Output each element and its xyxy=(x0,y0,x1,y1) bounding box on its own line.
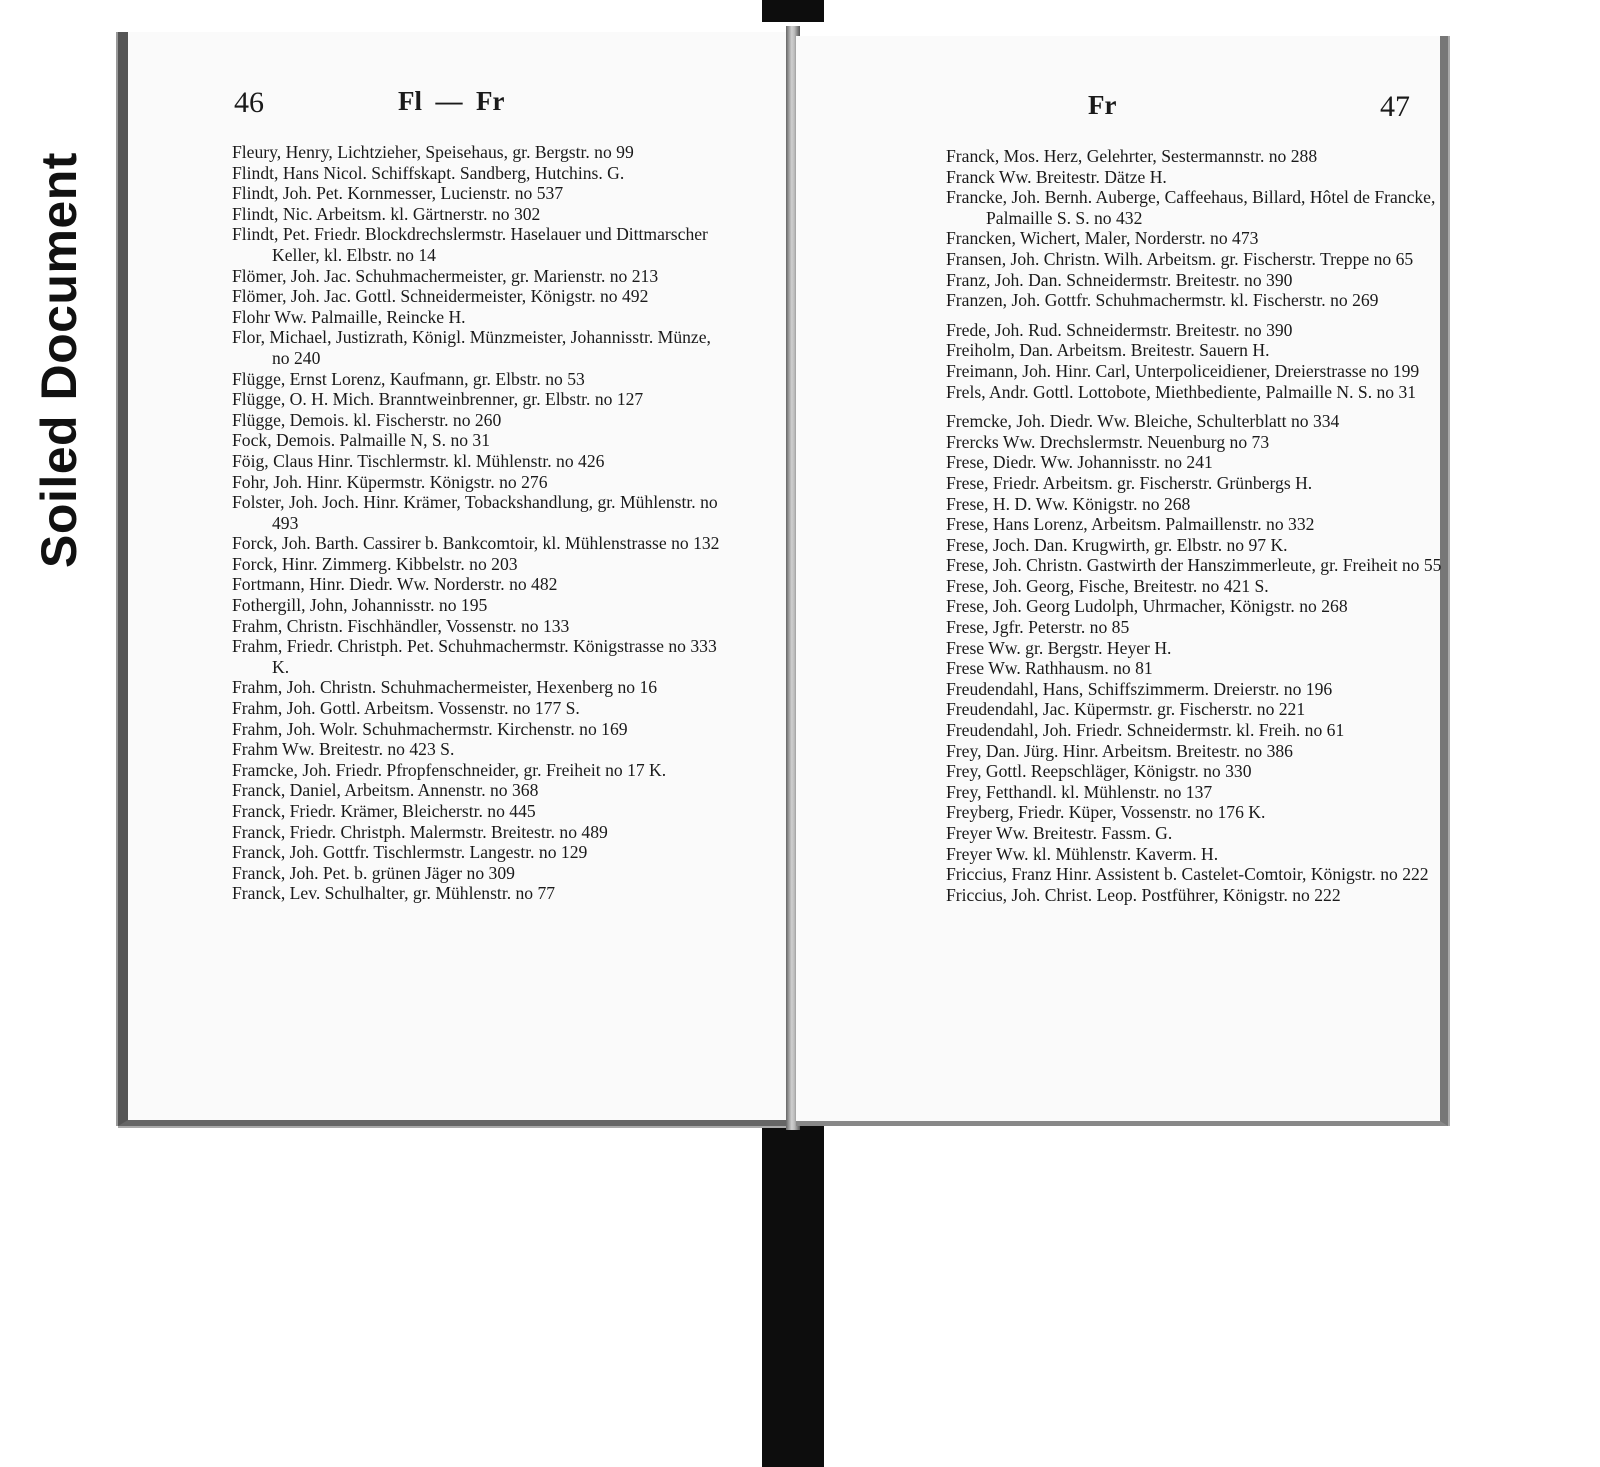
directory-entry: Flor, Michael, Justizrath, Königl. Münzmeister, Johannisstr. Münze, no 240 xyxy=(232,327,711,368)
directory-entry: Frese Ww. gr. Bergstr. Heyer H. xyxy=(946,637,1172,658)
directory-entry: Frese, Joch. Dan. Krugwirth, gr. Elbstr. no 97 K. xyxy=(946,534,1288,555)
directory-entry: Friccius, Joh. Christ. Leop. Postführer, Königstr. no 222 xyxy=(946,884,1341,905)
directory-entry: Franz, Joh. Dan. Schneidermstr. Breitestr. no 390 xyxy=(946,269,1293,290)
directory-entry: Flügge, O. H. Mich. Branntweinbrenner, gr. Elbstr. no 127 xyxy=(232,389,644,410)
directory-entry: Flindt, Nic. Arbeitsm. kl. Gärtnerstr. no 302 xyxy=(232,203,541,224)
left-page xyxy=(118,32,788,1126)
directory-entry: Freudendahl, Jac. Küpermstr. gr. Fischerstr. no 221 xyxy=(946,699,1306,720)
directory-entry: Flindt, Joh. Pet. Kornmesser, Lucienstr. no 537 xyxy=(232,183,564,204)
directory-entry: Fortmann, Hinr. Diedr. Ww. Norderstr. no 482 xyxy=(232,574,558,595)
directory-entry: Forck, Joh. Barth. Cassirer b. Bankcomtoir, kl. Mühlenstrasse no 132 xyxy=(232,533,720,554)
right-page-number: 47 xyxy=(1380,90,1410,123)
directory-entry: Freimann, Joh. Hinr. Carl, Unterpoliceidiener, Dreierstrasse no 199 xyxy=(946,360,1420,381)
directory-entry: Flindt, Hans Nicol. Schiffskapt. Sandberg, Hutchins. G. xyxy=(232,162,625,183)
left-page-number: 46 xyxy=(234,86,264,119)
directory-entry: Flömer, Joh. Jac. Schuhmachermeister, gr. Marienstr. no 213 xyxy=(232,265,659,286)
directory-entry: Friccius, Franz Hinr. Assistent b. Castelet-Comtoir, Königstr. no 222 xyxy=(946,864,1429,885)
directory-entry: Frahm, Christn. Fischhändler, Vossenstr. no 133 xyxy=(232,615,570,636)
directory-entry: Frahm, Joh. Gottl. Arbeitsm. Vossenstr. no 177 S. xyxy=(232,698,580,719)
directory-entry: Frese, Diedr. Ww. Johannisstr. no 241 xyxy=(946,452,1213,473)
directory-entry: Framcke, Joh. Friedr. Pfropfenschneider, gr. Freiheit no 17 K. xyxy=(232,759,667,780)
directory-entry: Frese, Joh. Christn. Gastwirth der Hanszimmerleute, gr. Freiheit no 55 xyxy=(946,555,1442,576)
directory-entry: Freudendahl, Joh. Friedr. Schneidermstr. kl. Freih. no 61 xyxy=(946,720,1345,741)
directory-entry: Fothergill, John, Johannisstr. no 195 xyxy=(232,595,488,616)
directory-entry: Frese, Joh. Georg Ludolph, Uhrmacher, Königstr. no 268 xyxy=(946,596,1348,617)
directory-entry: Frese Ww. Rathhausm. no 81 xyxy=(946,658,1153,679)
directory-entry: Folster, Joh. Joch. Hinr. Krämer, Tobackshandlung, gr. Mühlenstr. no 493 xyxy=(232,492,718,533)
directory-entry: Frahm, Joh. Christn. Schuhmachermeister, Hexenberg no 16 xyxy=(232,677,658,698)
directory-entry: Franck, Lev. Schulhalter, gr. Mühlenstr. no 77 xyxy=(232,883,556,904)
directory-entry: Frese, Jgfr. Peterstr. no 85 xyxy=(946,617,1130,638)
right-entry-list xyxy=(946,146,1442,905)
directory-entry: Flömer, Joh. Jac. Gottl. Schneidermeister, Königstr. no 492 xyxy=(232,286,649,307)
directory-entry: Franck, Joh. Gottfr. Tischlermstr. Langestr. no 129 xyxy=(232,842,588,863)
soiled-document-text: Soiled Document xyxy=(31,152,87,568)
directory-entry: Flohr Ww. Palmaille, Reincke H. xyxy=(232,306,466,327)
directory-entry: Frese, Joh. Georg, Fische, Breitestr. no 421 S. xyxy=(946,575,1269,596)
directory-entry: Flügge, Ernst Lorenz, Kaufmann, gr. Elbstr. no 53 xyxy=(232,368,585,389)
directory-entry: Freyberg, Friedr. Küper, Vossenstr. no 176 K. xyxy=(946,802,1266,823)
directory-entry: Freyer Ww. Breitestr. Fassm. G. xyxy=(946,823,1173,843)
directory-entry: Frey, Gottl. Reepschläger, Königstr. no 330 xyxy=(946,761,1252,782)
directory-entry: Frese, Friedr. Arbeitsm. gr. Fischerstr. Grünbergs H. xyxy=(946,472,1313,493)
directory-entry: Franck, Mos. Herz, Gelehrter, Sestermannstr. no 288 xyxy=(946,146,1318,166)
directory-entry: Frese, Hans Lorenz, Arbeitsm. Palmaillenstr. no 332 xyxy=(946,514,1315,535)
directory-entry: Frede, Joh. Rud. Schneidermstr. Breitestr. no 390 xyxy=(946,319,1293,340)
left-entry-list xyxy=(232,142,728,904)
right-page xyxy=(796,36,1448,1126)
directory-entry: Forck, Hinr. Zimmerg. Kibbelstr. no 203 xyxy=(232,553,518,574)
directory-entry: Föig, Claus Hinr. Tischlermstr. kl. Mühlenstr. no 426 xyxy=(232,450,605,471)
directory-entry: Franck, Friedr. Christph. Malermstr. Breitestr. no 489 xyxy=(232,821,608,842)
open-book xyxy=(112,18,1448,1138)
binding-strap-bottom xyxy=(762,1125,824,1467)
directory-entry: Franck, Joh. Pet. b. grünen Jäger no 309 xyxy=(232,862,515,883)
directory-entry: Franck, Daniel, Arbeitsm. Annenstr. no 368 xyxy=(232,780,539,801)
directory-entry: Fransen, Joh. Christn. Wilh. Arbeitsm. gr. Fischerstr. Treppe no 65 xyxy=(946,248,1414,269)
directory-entry: Franck Ww. Breitestr. Dätze H. xyxy=(946,166,1167,187)
directory-entry: Flindt, Pet. Friedr. Blockdrechslermstr. Haselauer und Dittmarscher Keller, kl. Elbstr. no 14 xyxy=(232,224,708,265)
directory-entry: Franck, Friedr. Krämer, Bleicherstr. no 445 xyxy=(232,801,536,821)
directory-entry: Francken, Wichert, Maler, Norderstr. no 473 xyxy=(946,228,1259,249)
directory-entry: Frahm, Joh. Wolr. Schuhmachermstr. Kirchenstr. no 169 xyxy=(232,718,628,739)
right-running-head: Fr xyxy=(1088,90,1117,120)
directory-entry: Frels, Andr. Gottl. Lottobote, Miethbediente, Palmaille N. S. no 31 xyxy=(946,381,1417,402)
directory-entry: Franzen, Joh. Gottfr. Schuhmachermstr. kl. Fischerstr. no 269 xyxy=(946,290,1379,311)
directory-entry: Freudendahl, Hans, Schiffszimmerm. Dreierstr. no 196 xyxy=(946,678,1333,699)
directory-entry: Frese, H. D. Ww. Königstr. no 268 xyxy=(946,493,1191,514)
directory-entry: Freyer Ww. kl. Mühlenstr. Kaverm. H. xyxy=(946,843,1219,864)
directory-entry: Flügge, Demois. kl. Fischerstr. no 260 xyxy=(232,409,502,430)
directory-entry: Frey, Fetthandl. kl. Mühlenstr. no 137 xyxy=(946,781,1213,802)
soiled-document-label xyxy=(28,95,90,625)
directory-entry: Frahm Ww. Breitestr. no 423 S. xyxy=(232,739,455,760)
directory-entry: Frey, Dan. Jürg. Hinr. Arbeitsm. Breitestr. no 386 xyxy=(946,740,1293,761)
directory-entry: Fleury, Henry, Lichtzieher, Speisehaus, gr. Bergstr. no 99 xyxy=(232,142,634,162)
directory-entry: Fremcke, Joh. Diedr. Ww. Bleiche, Schulterblatt no 334 xyxy=(946,411,1340,432)
directory-entry: Frahm, Friedr. Christph. Pet. Schuhmachermstr. Königstrasse no 333 K. xyxy=(232,636,717,677)
directory-entry: Fohr, Joh. Hinr. Küpermstr. Königstr. no 276 xyxy=(232,471,548,492)
directory-entry: Francke, Joh. Bernh. Auberge, Caffeehaus, Billard, Hôtel de Francke, Palmaille S. S. no 432 xyxy=(946,187,1436,228)
left-running-head: Fl — Fr xyxy=(398,86,505,116)
directory-entry: Fock, Demois. Palmaille N, S. no 31 xyxy=(232,430,491,451)
directory-entry: Frercks Ww. Drechslermstr. Neuenburg no 73 xyxy=(946,431,1270,452)
directory-entry: Freiholm, Dan. Arbeitsm. Breitestr. Sauern H. xyxy=(946,340,1270,361)
